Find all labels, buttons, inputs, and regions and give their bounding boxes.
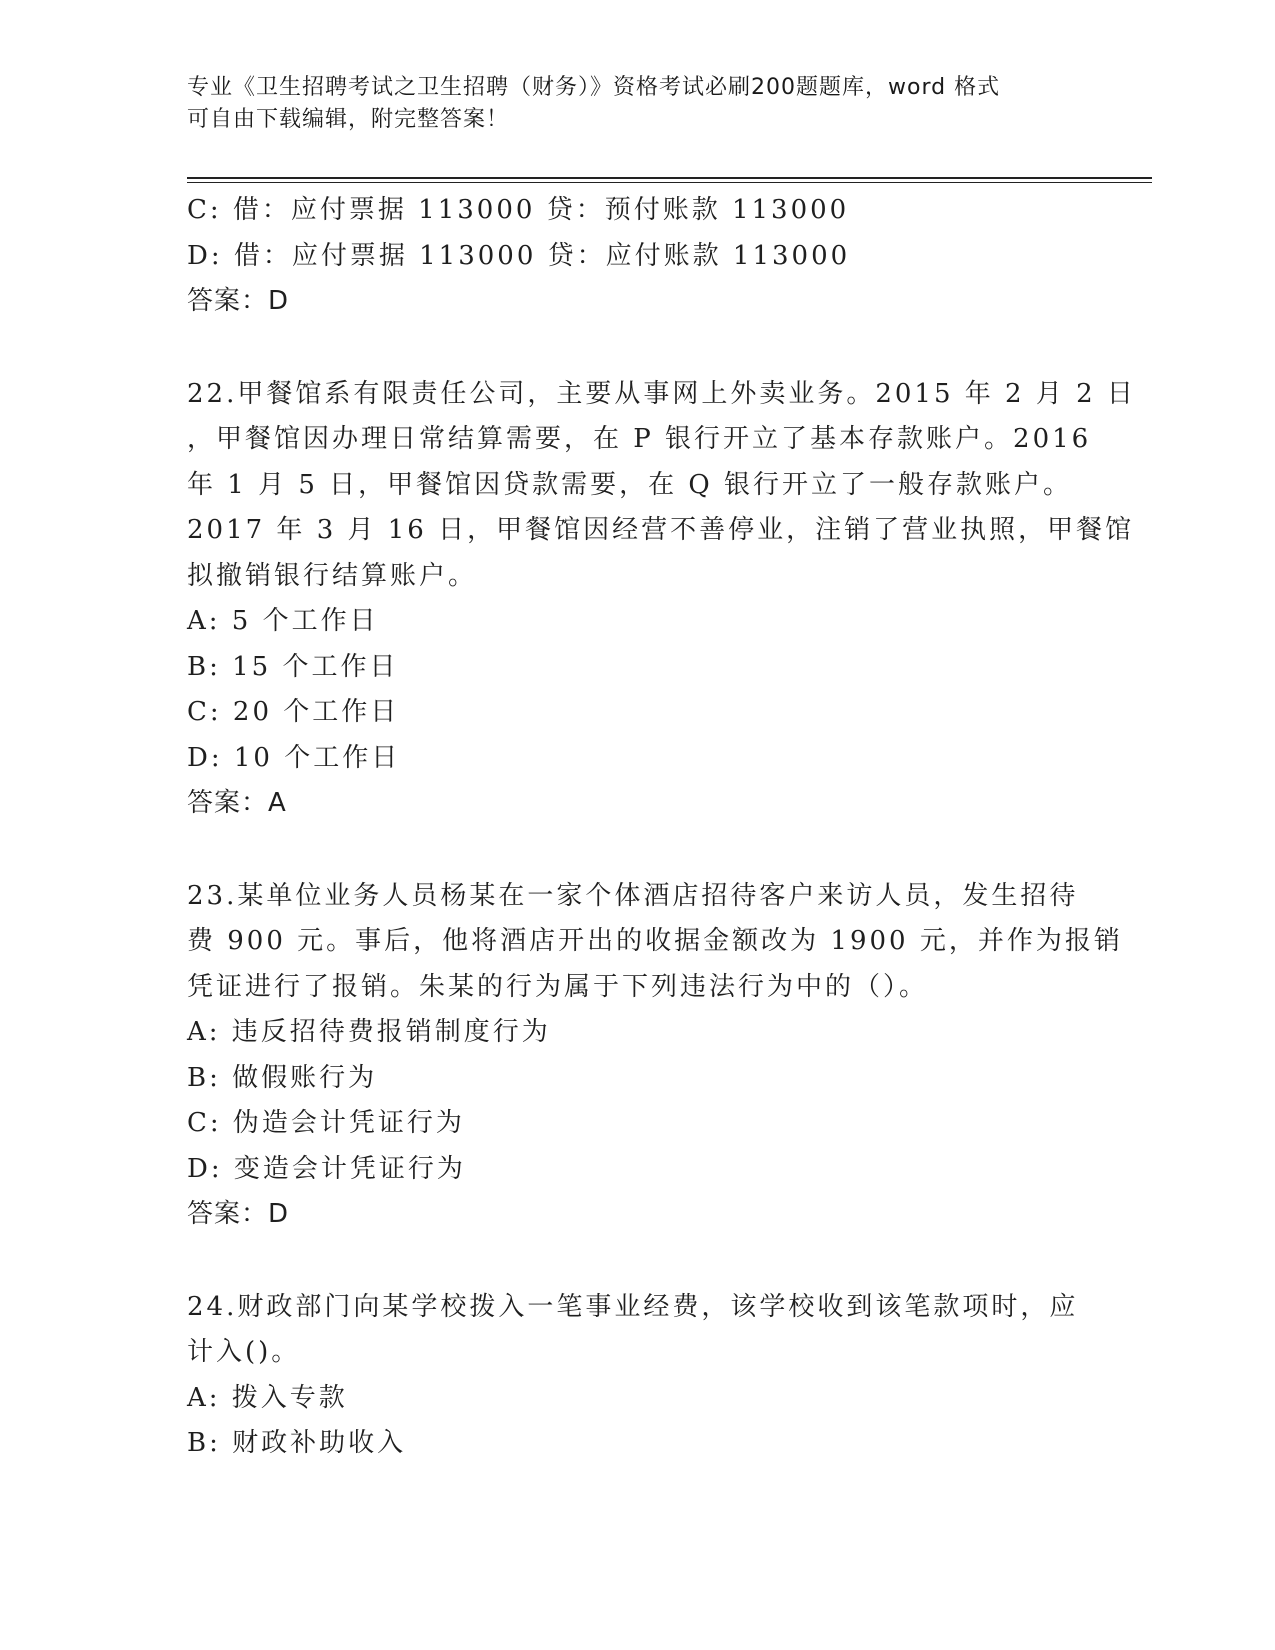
- header-divider-thick: [187, 177, 1152, 179]
- question-stem-line: 计入()。: [187, 1337, 301, 1367]
- question-stem-line: 年 1 月 5 日，甲餐馆因贷款需要，在 Q 银行开立了一般存款账户。: [187, 469, 1072, 500]
- answer-line: 答案：D: [187, 1199, 290, 1229]
- header-divider-thin: [187, 182, 1152, 183]
- header-line-2: 可自由下载编辑，附完整答案！: [187, 107, 510, 132]
- question-21-tail: [187, 188, 1107, 325]
- option-c: C: 借：应付票据 113000 贷：预付账款 113000: [187, 195, 850, 225]
- spacer: [187, 827, 1107, 874]
- question-stem-line: 23.某单位业务人员杨某在一家个体酒店招待客户来访人员，发生招待: [187, 880, 1079, 911]
- answer-line: 答案：A: [187, 788, 287, 818]
- spacer: [187, 1238, 1107, 1285]
- option-b: B: 做假账行为: [187, 1062, 378, 1093]
- option-d: D: 10 个工作日: [187, 742, 401, 773]
- question-23: [187, 874, 1123, 1238]
- document-header: [187, 72, 1087, 136]
- answer-line: 答案：D: [187, 286, 290, 316]
- question-stem-line: 2017 年 3 月 16 日，甲餐馆因经营不善停业，注销了营业执照，甲餐馆: [187, 515, 1135, 545]
- question-stem-line: 拟撤销银行结算账户。: [187, 560, 478, 591]
- question-stem-line: 24.财政部门向某学校拨入一笔事业经费，该学校收到该笔款项时，应: [187, 1291, 1079, 1322]
- option-d: D: 变造会计凭证行为: [187, 1153, 466, 1184]
- option-a: A: 违反招待费报销制度行为: [187, 1017, 551, 1047]
- question-stem-line: 22.甲餐馆系有限责任公司，主要从事网上外卖业务。2015 年 2 月 2 日: [187, 378, 1136, 409]
- question-22: [187, 372, 1136, 827]
- option-a: A: 拨入专款: [187, 1382, 348, 1413]
- document-body: [187, 188, 1136, 1467]
- spacer: [187, 325, 1107, 372]
- option-c: C: 20 个工作日: [187, 697, 400, 727]
- question-stem-line: 费 900 元。事后，他将酒店开出的收据金额改为 1900 元，并作为报销: [187, 926, 1123, 956]
- option-b: B: 15 个工作日: [187, 651, 399, 682]
- option-d: D: 借：应付票据 113000 贷：应付账款 113000: [187, 240, 851, 271]
- question-stem-line: 凭证进行了报销。朱某的行为属于下列违法行为中的（）。: [187, 971, 929, 1002]
- question-stem-line: ，甲餐馆因办理日常结算需要，在 P 银行开立了基本存款账户。2016: [187, 424, 1092, 454]
- question-24: [187, 1285, 1107, 1467]
- option-a: A: 5 个工作日: [187, 606, 379, 636]
- option-b: B: 财政补助收入: [187, 1428, 407, 1458]
- option-c: C: 伪造会计凭证行为: [187, 1108, 465, 1138]
- header-line-1: 专业《卫生招聘考试之卫生招聘（财务）》资格考试必刷200题题库，word 格式: [187, 75, 1001, 100]
